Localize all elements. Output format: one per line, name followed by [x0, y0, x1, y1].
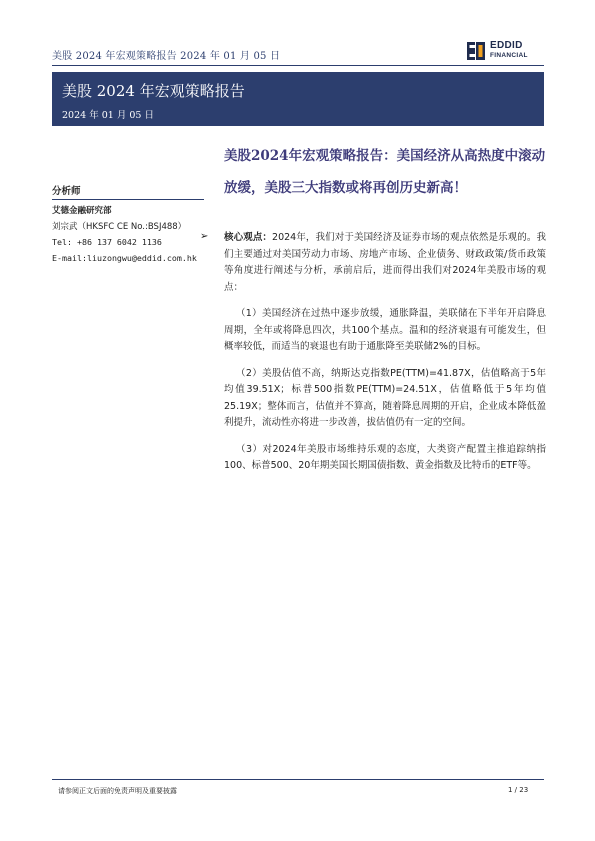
analyst-email: E-mail:liuzongwu@eddid.com.hk	[52, 252, 197, 263]
report-body	[200, 230, 546, 485]
logo-subtitle: FINANCIAL	[490, 52, 528, 59]
core-view-paragraph	[224, 230, 546, 296]
header-divider	[52, 65, 544, 66]
core-view-intro: 2024年，我们对于美国经济及证券市场的观点依然是乐观的。我们主要通过对美国劳动力市场、房地产市场、企业债务、财政政策/货币政策等角度进行阐述与分析，承前启后，进而得出我们对2024年美股市场的观点：	[224, 232, 546, 293]
banner-date: 2024 年 01 月 05 日	[62, 110, 154, 121]
analyst-label: 分析师	[52, 186, 81, 197]
logo-wordmark: EDDID	[490, 40, 523, 51]
analyst-phone: Tel: +86 137 6042 1136	[52, 237, 162, 247]
footer-divider	[52, 779, 544, 780]
banner-title: 美股 2024 年宏观策略报告	[62, 82, 245, 100]
point-1: （1）美国经济在过热中逐步放缓，通胀降温，美联储在下半年开启降息周期，全年或将降息四次，共100个基点。温和的经济衰退有可能发生，但概率较低，而适当的衰退也有助于通胀降至美联储2%的目标。	[224, 308, 546, 352]
page-header	[0, 0, 595, 70]
title-banner	[52, 72, 544, 126]
bullet-arrow-icon: ➢	[200, 231, 209, 242]
analyst-panel	[52, 183, 212, 266]
analyst-divider	[52, 199, 204, 200]
report-title: 美股2024年宏观策略报告：美国经济从高热度中滚动放缓，美股三大指数或将再创历史新高！	[224, 148, 546, 196]
eddid-logo-mark-icon	[466, 41, 486, 61]
point-2: （2）美股估值不高，纳斯达克指数PE(TTM)=41.87X，估值略高于5年均值39.51X；标普500指数PE(TTM)=24.51X，估值略低于5年均值25.19X；整体而言，估值并不算高，随着降息周期的开启，企业成本降低盈利提升，流动性亦将进一步改善，拔估值仍有一定的空间。	[224, 367, 546, 428]
point-3: （3）对2024年美股市场维持乐观的态度，大类资产配置主推追踪纳指100、标普500、20年期美国长期国债指数、黄金指数及比特币的ETF等。	[224, 443, 546, 471]
footer-disclaimer: 请参阅正文后面的免责声明及重要披露	[58, 787, 177, 795]
eddid-logo	[466, 40, 546, 62]
analyst-department: 艾德金融研究部	[52, 206, 112, 216]
core-view-label: 核心观点：	[224, 232, 273, 243]
page-number: 1 / 23	[508, 786, 529, 794]
running-title: 美股 2024 年宏观策略报告 2024 年 01 月 05 日	[52, 51, 281, 62]
analyst-name: 刘宗武（HKSFC CE No.:BSJ488）	[52, 221, 187, 232]
